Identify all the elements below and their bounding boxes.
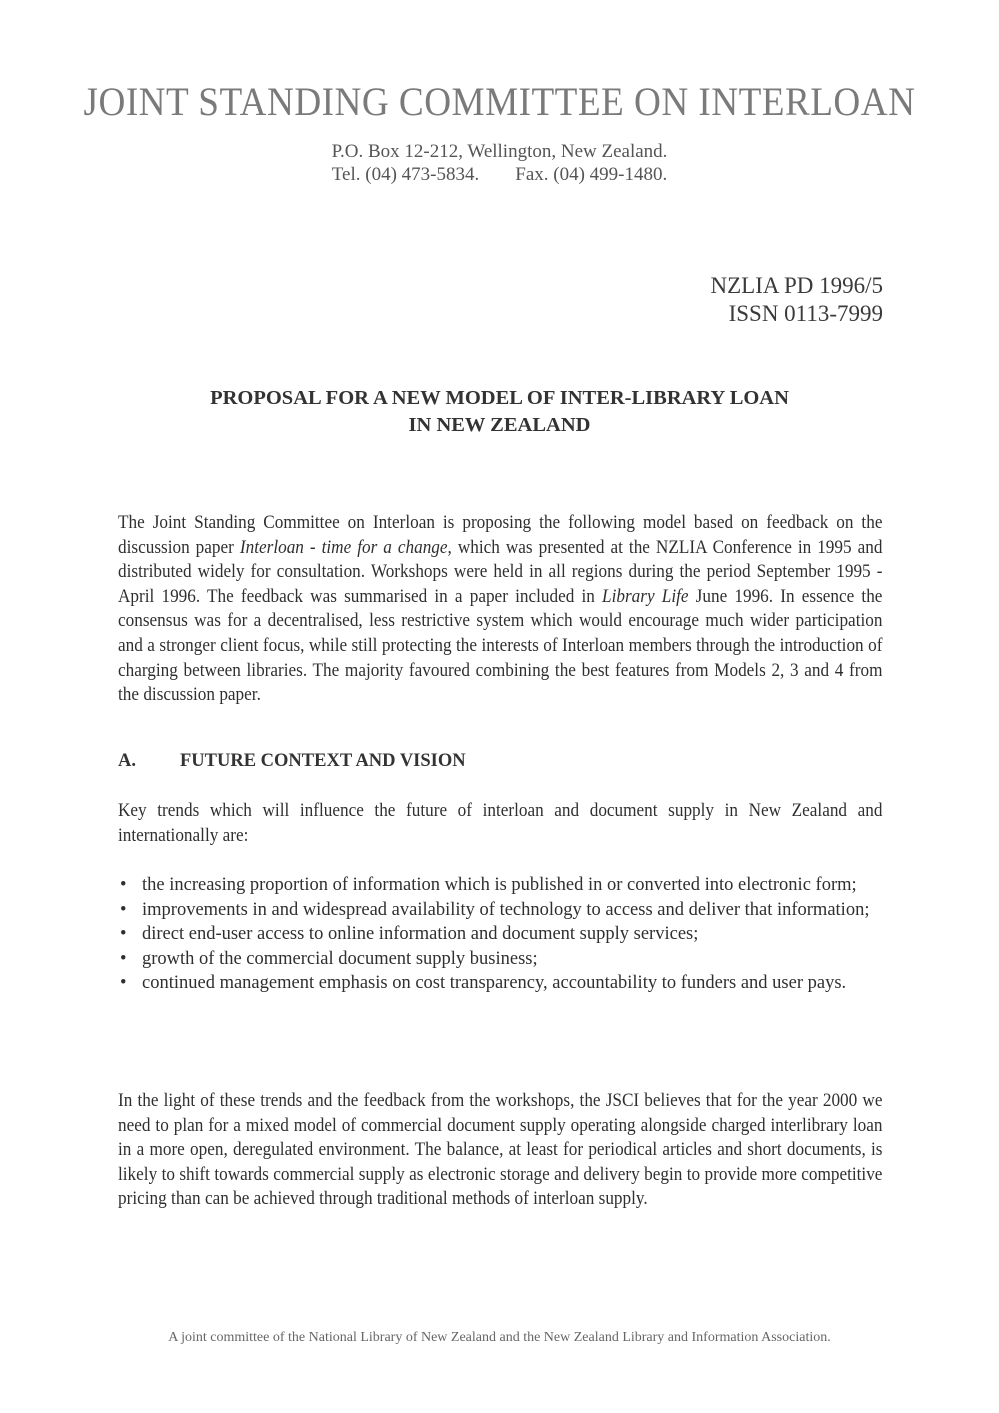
bullet-icon: • [120,973,127,994]
list-item-text: the increasing proportion of information which is published in or converted into electronic form; [142,875,857,895]
page-footer: A joint committee of the National Library of New Zealand and the New Zealand Library and Information Association. [168,1330,831,1345]
title-line-1: PROPOSAL FOR A NEW MODEL OF INTER-LIBRARY LOAN [210,387,789,409]
discussion-paper-title: Interloan - time for a change [239,537,448,558]
intro-text-2: , which was presented at the NZLIA Conference in 1995 and distributed widely for consultation. Workshops were held in all regions during the period September 1995 - April 1996. The feedback was summarised in a paper included in [118,537,883,607]
list-item [118,971,883,996]
list-item [118,947,883,972]
list-item-text: improvements in and widespread availability of technology to access and deliver that information; [142,899,870,920]
list-item [118,873,883,898]
section-title: FUTURE CONTEXT AND VISION [180,751,466,771]
bullet-icon: • [120,948,127,969]
letterhead-tel: Tel. (04) 473-5834. [331,164,480,185]
letterhead-fax: Fax. (04) 499-1480. [515,164,668,185]
section-number: A. [118,751,136,771]
letterhead-contact [0,164,999,186]
conclusion-paragraph [118,1089,883,1212]
conclusion-text: In the light of these trends and the feedback from the workshops, the JSCI believes that for the year 2000 we need to plan for a mixed model of commercial document supply operating alongside charged interlibrary loan in a more open, deregulated environment. The balance, at least for periodical articles and short documents, is likely to shift towards commercial supply as electronic storage and delivery begin to provide more competitive pricing than can be achieved through traditional methods of interloan supply. [118,1091,883,1210]
list-item-text: direct end-user access to online information and document supply services; [142,924,699,945]
intro-paragraph [118,511,883,708]
section-a-lead [118,799,883,848]
publication-title: Library Life [602,586,689,607]
letterhead-address: P.O. Box 12-212, Wellington, New Zealand. [331,141,668,162]
document-title [0,385,999,439]
bullet-icon: • [120,924,127,945]
section-a-heading [118,751,466,772]
lead-text: Key trends which will influence the future of interloan and document supply in New Zealand and internationally are: [118,801,883,846]
intro-text-3: June 1996. In essence the consensus was for a decentralised, less restrictive system which would encourage much wider participation and a stronger client focus, while still protecting the interests of Interloan members through the introduction of charging between libraries. The majority favoured combining the best features from Models 2, 3 and 4 from the discussion paper. [118,586,883,706]
document-reference [711,272,884,328]
doc-number: NZLIA PD 1996/5 [710,273,883,298]
bullet-icon: • [120,875,127,895]
intro-text-1: The Joint Standing Committee on Interloan is proposing the following model based on feedback on the discussion paper [118,513,883,558]
title-line-2: IN NEW ZEALAND [408,414,591,436]
list-item [118,922,883,947]
issn: ISSN 0113-7999 [728,301,883,326]
letterhead-organization: JOINT STANDING COMMITTEE ON INTERLOAN [83,79,916,124]
list-item [118,898,883,923]
trends-list [118,873,883,996]
list-item-text: continued management emphasis on cost transparency, accountability to funders and user pays. [142,973,847,994]
list-item-text: growth of the commercial document supply business; [142,948,538,969]
bullet-icon: • [120,899,127,920]
